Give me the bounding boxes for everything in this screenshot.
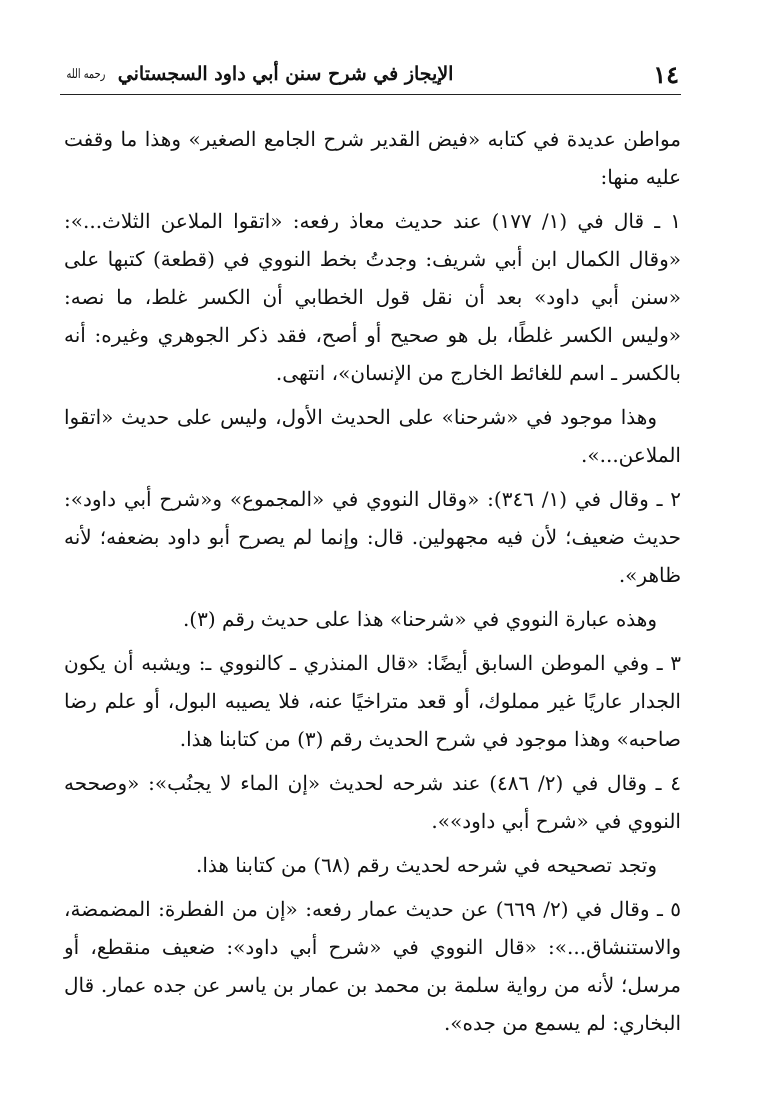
paragraph-note-4: وتجد تصحيحه في شرحه لحديث رقم (٦٨) من كتابنا هذا. <box>195 853 657 877</box>
main-text <box>64 120 681 1048</box>
running-title <box>60 63 453 85</box>
paragraph-note-2: وهذه عبارة النووي في «شرحنا» هذا على حديث رقم (٣). <box>182 607 657 631</box>
paragraph-item-2: ٢ ـ وقال في (١/ ٣٤٦): «وقال النووي في «المجموع» و«شرح أبي داود»: حديث ضعيف؛ لأن فيه مجهولين. قال: وإنما لم يصرح أبو داود بضعفه؛ لأنه ظاهر». <box>64 487 681 587</box>
paragraph-item-3: ٣ ـ وفي الموطن السابق أيضًا: «قال المنذري ـ كالنووي ـ: ويشبه أن يكون الجدار عاريًا غير مملوك، أو قعد متراخيًا عنه، فلا يصيبه البول، أو علم رضا صاحبه» وهذا موجود في شرح الحديث رقم (٣) من كتابنا هذا. <box>64 651 681 751</box>
page-header <box>60 54 681 95</box>
paragraph-item-5: ٥ ـ وقال في (٢/ ٦٦٩) عن حديث عمار رفعه: «إن من الفطرة: المضمضة، والاستنشاق...»: «قال النووي في «شرح أبي داود»: ضعيف منقطع، أو مرسل؛ لأنه من رواية سلمة بن محمد بن عمار بن ياسر عن جده عمار. قال البخاري: لم يسمع من جده». <box>64 897 681 1035</box>
book-title: الإيجاز في شرح سنن أبي داود السجستاني <box>117 63 454 85</box>
paragraph-item-4: ٤ ـ وقال في (٢/ ٤٨٦) عند شرحه لحديث «إن الماء لا يجنُب»: «وصححه النووي في «شرح أبي داود»». <box>64 771 681 833</box>
paragraph-intro: مواطن عديدة في كتابه «فيض القدير شرح الجامع الصغير» وهذا ما وقفت عليه منها: <box>64 127 681 189</box>
page-number: ١٤ <box>653 59 679 89</box>
paragraph-note-1: وهذا موجود في «شرحنا» على الحديث الأول، وليس على حديث «اتقوا الملاعن...». <box>64 405 681 467</box>
paragraph-item-1: ١ ـ قال في (١/ ١٧٧) عند حديث معاذ رفعه: «اتقوا الملاعن الثلاث...»: «وقال الكمال ابن أبي شريف: وجدتُ بخط النووي في (قطعة) كتبها على «سنن أبي داود» بعد أن نقل قول الخطابي أن الكسر غلط، ما نصه: «وليس الكسر غلطًا، بل هو صحيح أو أصح، فقد ذكر الجوهري وغيره: أنه بالكسر ـ اسم للغائط الخارج من الإنسان»، انتهى. <box>64 209 681 385</box>
honorific-glyph: رحمه الله <box>66 66 106 82</box>
